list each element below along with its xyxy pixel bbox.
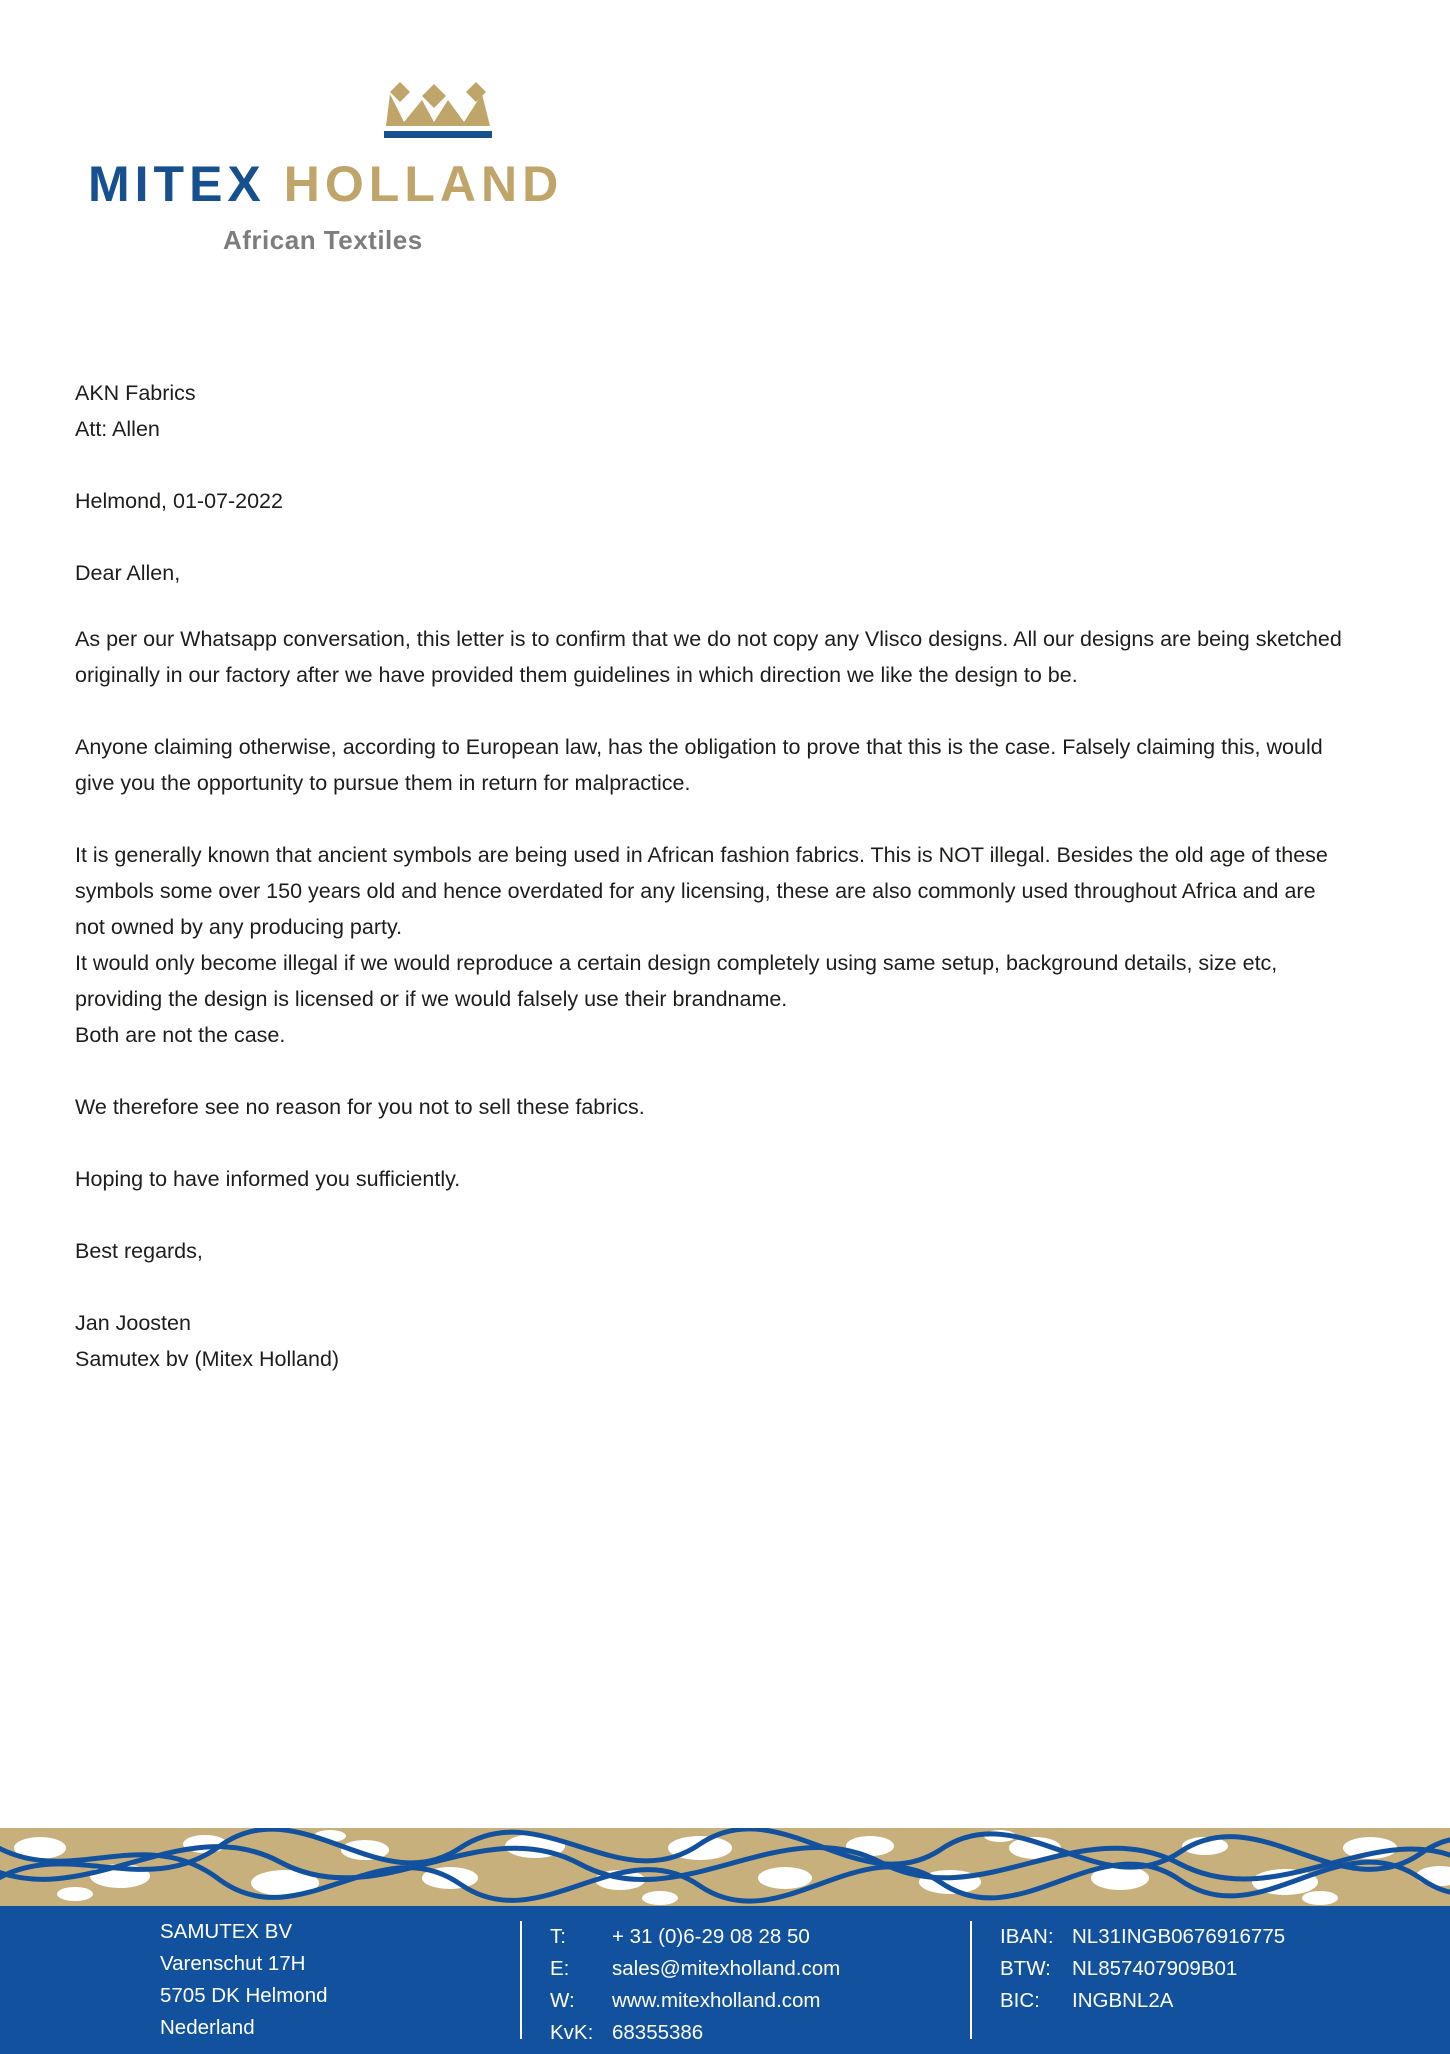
footer-contact-column [520, 1921, 970, 2044]
footer-email-label: E: [550, 1957, 570, 1980]
salutation: Dear Allen, [75, 561, 181, 585]
closing: Best regards, [75, 1239, 203, 1263]
crown-logo-wrap [288, 78, 588, 153]
paragraph-1: As per our Whatsapp conversation, this letter is to confirm that we do not copy any Vlisco designs. All our designs are being sketched originally in our factory after we have provided them guidelines in which direction we like the design to be. [75, 627, 1342, 687]
pattern-graphic [0, 1828, 1450, 1906]
footer-btw-label: BTW: [1000, 1957, 1051, 1980]
footer-country: Nederland [160, 2016, 255, 2039]
footer-kvk-value: 68355386 [612, 2021, 704, 2044]
paragraph-4: It would only become illegal if we would reproduce a certain design completely using same setup, background details, size etc, providing the design is licensed or if we would falsely use their brandname. [75, 951, 1278, 1011]
decorative-pattern-band [0, 1828, 1450, 1906]
footer-street: Varenschut 17H [160, 1952, 306, 1975]
brand-tagline: African Textiles [223, 225, 423, 255]
footer-website-row[interactable] [550, 1985, 970, 2017]
footer-website-label: W: [550, 1989, 575, 2012]
footer-phone-value: + 31 (0)6-29 08 28 50 [612, 1925, 810, 1948]
footer-city: 5705 DK Helmond [160, 1984, 328, 2007]
place-date: Helmond, 01-07-2022 [75, 489, 283, 513]
footer-kvk-row [550, 2017, 970, 2049]
paragraph-5: Both are not the case. [75, 1023, 286, 1047]
footer-btw-value: NL857407909B01 [1072, 1957, 1238, 1980]
footer-bic-label: BIC: [1000, 1989, 1040, 2012]
paragraph-6: We therefore see no reason for you not to sell these fabrics. [75, 1095, 645, 1119]
crown-icon [378, 78, 498, 148]
footer-kvk-label: KvK: [550, 2021, 594, 2044]
paragraph-2: Anyone claiming otherwise, according to European law, has the obligation to prove that this is the case. Falsely claiming this, would give you the opportunity to pursue them in return for malpractice. [75, 735, 1323, 795]
footer-address-column [160, 1916, 520, 2044]
recipient-company: AKN Fabrics [75, 381, 196, 405]
letterhead [88, 78, 648, 256]
page-footer [0, 1906, 1450, 2054]
footer-phone-row [550, 1921, 970, 1953]
letter-body [75, 375, 1345, 1413]
footer-email-row[interactable] [550, 1953, 970, 1985]
footer-company-name: SAMUTEX BV [160, 1920, 293, 1943]
footer-website-value[interactable]: www.mitexholland.com [612, 1989, 821, 2012]
paragraph-7: Hoping to have informed you sufficiently. [75, 1167, 461, 1191]
recipient-attention: Att: Allen [75, 417, 160, 441]
footer-iban-value: NL31INGB0676916775 [1072, 1925, 1286, 1948]
recipient-block [75, 375, 1345, 447]
footer-iban-label: IBAN: [1000, 1925, 1054, 1948]
footer-email-value[interactable]: sales@mitexholland.com [612, 1957, 841, 1980]
signature-company: Samutex bv (Mitex Holland) [75, 1347, 340, 1371]
signature-name: Jan Joosten [75, 1311, 191, 1335]
footer-bank-column [970, 1921, 1390, 2039]
footer-bic-row [1000, 1985, 1390, 2017]
brand-name-primary: MITEX [88, 156, 266, 212]
footer-iban-row [1000, 1921, 1390, 1953]
paragraph-3: It is generally known that ancient symbols are being used in African fashion fabrics. This is NOT illegal. Besides the old age of these symbols some over 150 years old and hence overdated for any licensing, these are also commonly used throughout Africa and are not owned by any producing party. [75, 843, 1328, 939]
footer-phone-label: T: [550, 1925, 566, 1948]
signature-block [75, 1305, 1345, 1377]
footer-bic-value: INGBNL2A [1072, 1989, 1174, 2012]
brand-name-secondary: HOLLAND [283, 156, 564, 212]
footer-btw-row [1000, 1953, 1390, 1985]
brand-wordmark [88, 155, 648, 213]
